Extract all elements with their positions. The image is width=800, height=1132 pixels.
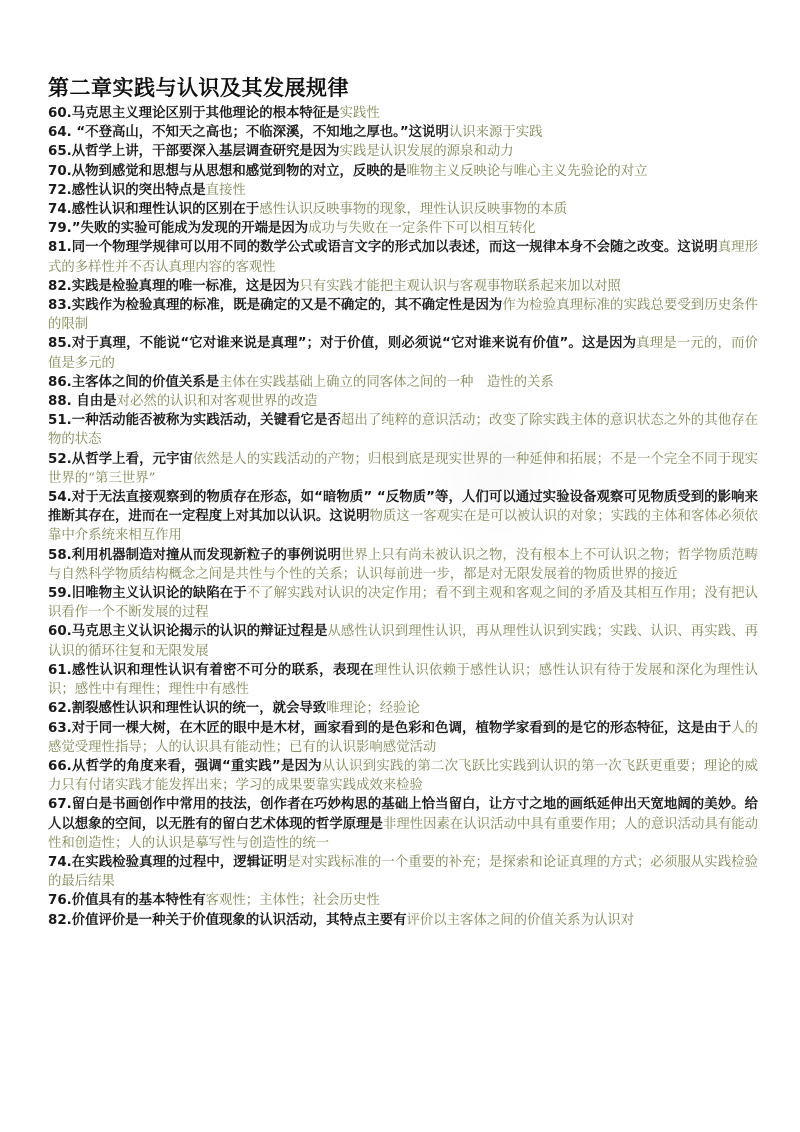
answer-text: 感性认识反映事物的现象，理性认识反映事物的本质: [259, 202, 568, 218]
question-item: [48, 238, 758, 276]
answer-text: 实践是认识发展的源泉和动力: [339, 144, 514, 160]
question-item: [48, 162, 758, 181]
question-item: [48, 123, 758, 142]
question-text: 82.价值评价是一种关于价值现象的认识活动，其特点主要有: [48, 912, 407, 928]
question-item: [48, 488, 758, 546]
question-text: 54.对于无法直接观察到的物质存在形态，如“暗物质” “反物质”等，人们可以通过实验设备观察可见物质受到的影响来推断其存在，进而在一定程度上对其加以认识。这说明: [48, 490, 758, 525]
question-text: 58.利用机器制造对撞从而发现新粒子的事例说明: [48, 547, 341, 563]
chapter-title: 第二章实践与认识及其发展规律: [48, 76, 349, 100]
question-item: [48, 584, 758, 622]
question-item: [48, 450, 758, 488]
answer-text: 从认识到实践的第二次飞跃比实践到认识的第一次飞跃更重要；理论的威力只有付诸实践才能发挥出来；学习的成果要靠实践成效来检验: [48, 758, 759, 794]
answer-text: 不了解实践对认识的决定作用；看不到主观和客观之间的矛盾及其相互作用；没有把认识看作一个不断发展的过程: [48, 586, 758, 621]
question-text: 76.价值具有的基本特性有: [48, 893, 206, 909]
question-item: [48, 719, 758, 757]
answer-text: 真理形式的多样性并不否认真理内容的客观性: [48, 240, 759, 275]
question-item: [48, 795, 758, 853]
answer-text: 客观性；主体性；社会历史性: [205, 893, 380, 909]
question-item: [48, 911, 758, 930]
question-item: [48, 334, 758, 372]
document-page: [48, 74, 758, 930]
question-text: 82.实践是检验真理的唯一标准，这是因为: [48, 278, 300, 294]
question-text: 60.马克思主义认识论揭示的认识的辩证过程是: [48, 624, 328, 640]
question-text: 67.留白是书画创作中常用的技法，创作者在巧妙构思的基础上恰当留白，让方寸之地的画纸延伸出天宽地阔的美妙。给人以想象的空间，以无胜有的留白艺术体现的哲学原理是: [48, 797, 758, 832]
answer-text: 是对实践标准的一个重要的补充；是探索和论证真理的方式；必须服从实践检验的最后结果: [48, 854, 758, 890]
question-item: [48, 411, 758, 449]
question-list: [48, 104, 758, 930]
question-item: [48, 853, 758, 891]
answer-text: 超出了纯粹的意识活动；改变了除实践主体的意识状态之外的其他存在物的状态: [48, 413, 758, 448]
answer-text: 主体在实践基础上确立的同客体之间的一种 造性的关系: [219, 374, 554, 390]
question-text: 59.旧唯物主义认识论的缺陷在于: [48, 586, 247, 602]
question-item: [48, 296, 758, 334]
answer-text: 世界上只有尚未被认识之物，没有根本上不可认识之物；哲学物质范畴与自然科学物质结构概念之间是共性与个性的关系；认识每前进一步，都是对无限发展着的物质世界的接近: [48, 547, 758, 582]
answer-text: 对必然的认识和对客观世界的改造: [116, 394, 318, 410]
question-text: 74.感性认识和理性认识的区别在于: [48, 202, 260, 218]
question-text: 88. 自由是: [48, 394, 117, 410]
answer-text: 实践性: [339, 106, 380, 121]
question-item: [48, 219, 758, 238]
answer-text: 人的感觉受理性指导；人的认识具有能动性；已有的认识影响感觉活动: [48, 720, 759, 755]
question-item: [48, 622, 758, 660]
answer-text: 真理是一元的，而价值是多元的: [48, 336, 759, 371]
question-text: 64. “不登高山，不知天之高也；不临深溪，不知地之厚也。”这说明: [48, 125, 449, 141]
question-item: [48, 392, 758, 411]
question-item: [48, 277, 758, 296]
answer-text: 从感性认识到理性认识，再从理性认识到实践；实践、认识、再实践、再认识的循环往复和无限发展: [48, 624, 758, 659]
question-text: 81.同一个物理学规律可以用不同的数学公式或语言文字的形式加以表述，而这一规律本身不会随之改变。这说明: [48, 240, 718, 256]
answer-text: 直接性: [205, 182, 246, 198]
question-item: [48, 891, 758, 910]
question-text: 79.”失败的实验可能成为发现的开端是因为: [48, 221, 309, 237]
question-item: [48, 546, 758, 584]
question-text: 62.割裂感性认识和理性认识的统一，就会导致: [48, 701, 327, 717]
question-text: 86.主客体之间的价值关系是: [48, 374, 220, 390]
question-text: 65.从哲学上讲，干部要深入基层调查研究是因为: [48, 144, 340, 160]
answer-text: 依然是人的实践活动的产物；归根到底是现实世界的一种延伸和拓展；不是一个完全不同于现实世界的“第三世界”: [48, 451, 758, 486]
question-text: 66.从哲学的角度来看，强调“重实践”是因为: [48, 758, 322, 774]
question-item: [48, 699, 758, 718]
question-text: 60.马克思主义理论区别于其他理论的根本特征是: [48, 106, 340, 121]
question-text: 70.从物到感觉和思想与从思想和感觉到物的对立，反映的是: [48, 163, 407, 179]
question-text: 83.实践作为检验真理的标准，既是确定的又是不确定的，其不确定性是因为: [48, 298, 503, 314]
question-item: [48, 200, 758, 219]
question-text: 61.感性认识和理性认识有着密不可分的联系，表现在: [48, 662, 375, 678]
question-text: 51.一种活动能否被称为实践活动，关键看它是否: [48, 413, 341, 429]
answer-text: 唯理论；经验论: [326, 701, 420, 717]
question-text: 63.对于同一棵大树，在木匠的眼中是木材，画家看到的是色彩和色调，植物学家看到的是它的形态特征，这是由于: [48, 720, 732, 736]
question-text: 52.从哲学上看，元宇宙: [48, 451, 193, 467]
question-item: [48, 142, 758, 161]
answer-text: 成功与失败在一定条件下可以相互转化: [308, 221, 536, 237]
question-item: [48, 757, 758, 795]
answer-text: 认识来源于实践: [448, 125, 543, 141]
question-item: [48, 104, 758, 123]
question-item: [48, 373, 758, 392]
answer-text: 作为检验真理标准的实践总要受到历史条件的限制: [48, 298, 758, 333]
answer-text: 非理性因素在认识活动中具有重要作用；人的意识活动具有能动性和创造性；人的认识是摹写性与创造性的统一: [48, 816, 759, 851]
question-item: [48, 661, 758, 699]
answer-text: 唯物主义反映论与唯心主义先验论的对立: [406, 163, 648, 179]
question-text: 74.在实践检验真理的过程中，逻辑证明: [48, 854, 288, 870]
answer-text: 只有实践才能把主观认识与客观事物联系起来加以对照: [299, 278, 621, 294]
question-text: 72.感性认识的突出特点是: [48, 182, 206, 198]
answer-text: 评价以主客体之间的价值关系为认识对: [406, 912, 635, 928]
question-item: [48, 181, 758, 200]
question-text: 85.对于真理，不能说“它对谁来说是真理”；对于价值，则必须说“它对谁来说有价值”。这是因为: [48, 336, 637, 352]
answer-text: 理性认识依赖于感性认识；感性认识有待于发展和深化为理性认识；感性中有理性；理性中有感性: [48, 662, 758, 698]
answer-text: 物质这一客观实在是可以被认识的对象；实践的主体和客体必须依靠中介系统来相互作用: [48, 509, 759, 544]
